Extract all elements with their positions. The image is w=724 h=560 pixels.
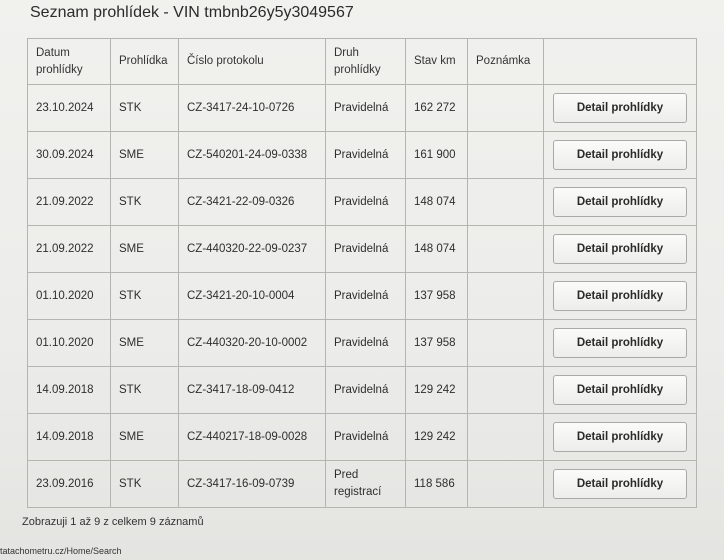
page-title: Seznam prohlídek - VIN tmbnb26y5y3049567 bbox=[30, 4, 354, 21]
detail-inspection-button[interactable]: Detail prohlídky bbox=[553, 93, 687, 123]
table-row bbox=[28, 414, 697, 461]
cell-druh: Pravidelná bbox=[326, 132, 406, 179]
cell-poznamka bbox=[468, 226, 544, 273]
table-header-row bbox=[28, 39, 697, 85]
cell-cislo: CZ-3417-18-09-0412 bbox=[179, 367, 326, 414]
column-header-prohlidka[interactable]: Prohlídka bbox=[111, 39, 179, 85]
cell-stav: 129 242 bbox=[406, 414, 468, 461]
cell-cislo: CZ-3421-20-10-0004 bbox=[179, 273, 326, 320]
table-row bbox=[28, 132, 697, 179]
cell-poznamka bbox=[468, 367, 544, 414]
cell-cislo: CZ-3417-24-10-0726 bbox=[179, 85, 326, 132]
column-header-action bbox=[544, 39, 697, 85]
column-header-stav[interactable]: Stav km bbox=[406, 39, 468, 85]
inspections-table bbox=[27, 38, 697, 508]
cell-datum: 21.09.2022 bbox=[28, 226, 111, 273]
cell-druh: Pravidelná bbox=[326, 85, 406, 132]
cell-datum: 01.10.2020 bbox=[28, 320, 111, 367]
table-row bbox=[28, 367, 697, 414]
detail-inspection-button[interactable]: Detail prohlídky bbox=[553, 187, 687, 217]
cell-stav: 148 074 bbox=[406, 226, 468, 273]
column-header-druh[interactable] bbox=[326, 39, 406, 85]
cell-prohlidka: SME bbox=[111, 226, 179, 273]
cell-action bbox=[544, 414, 697, 461]
cell-datum: 21.09.2022 bbox=[28, 179, 111, 226]
cell-datum: 23.09.2016 bbox=[28, 461, 111, 508]
cell-action bbox=[544, 367, 697, 414]
cell-cislo: CZ-540201-24-09-0338 bbox=[179, 132, 326, 179]
cell-prohlidka: STK bbox=[111, 367, 179, 414]
cell-datum: 23.10.2024 bbox=[28, 85, 111, 132]
cell-datum: 30.09.2024 bbox=[28, 132, 111, 179]
cell-druh: Pravidelná bbox=[326, 414, 406, 461]
cell-stav: 129 242 bbox=[406, 367, 468, 414]
cell-poznamka bbox=[468, 273, 544, 320]
detail-inspection-button[interactable]: Detail prohlídky bbox=[553, 140, 687, 170]
cell-poznamka bbox=[468, 461, 544, 508]
cell-datum: 14.09.2018 bbox=[28, 367, 111, 414]
cell-prohlidka: STK bbox=[111, 461, 179, 508]
cell-cislo: CZ-440320-20-10-0002 bbox=[179, 320, 326, 367]
table-body bbox=[28, 85, 697, 508]
cell-druh bbox=[326, 461, 406, 508]
page-url: tatachometru.cz/Home/Search bbox=[0, 546, 122, 556]
cell-stav: 161 900 bbox=[406, 132, 468, 179]
column-header-poznamka[interactable]: Poznámka bbox=[468, 39, 544, 85]
table-row bbox=[28, 179, 697, 226]
cell-stav: 118 586 bbox=[406, 461, 468, 508]
cell-stav: 137 958 bbox=[406, 320, 468, 367]
cell-poznamka bbox=[468, 320, 544, 367]
pagination-info: Zobrazuji 1 až 9 z celkem 9 záznamů bbox=[22, 516, 204, 528]
cell-prohlidka: SME bbox=[111, 132, 179, 179]
cell-action bbox=[544, 132, 697, 179]
detail-inspection-button[interactable]: Detail prohlídky bbox=[553, 234, 687, 264]
table-row bbox=[28, 85, 697, 132]
table-row bbox=[28, 320, 697, 367]
cell-prohlidka: STK bbox=[111, 273, 179, 320]
cell-cislo: CZ-3421-22-09-0326 bbox=[179, 179, 326, 226]
detail-inspection-button[interactable]: Detail prohlídky bbox=[553, 281, 687, 311]
cell-poznamka bbox=[468, 132, 544, 179]
cell-datum: 01.10.2020 bbox=[28, 273, 111, 320]
column-header-druh-line1: Druh bbox=[334, 46, 359, 59]
cell-druh: Pravidelná bbox=[326, 226, 406, 273]
table-row bbox=[28, 226, 697, 273]
column-header-cislo[interactable]: Číslo protokolu bbox=[179, 39, 326, 85]
cell-action bbox=[544, 461, 697, 508]
detail-inspection-button[interactable]: Detail prohlídky bbox=[553, 469, 687, 499]
cell-poznamka bbox=[468, 85, 544, 132]
cell-prohlidka: SME bbox=[111, 320, 179, 367]
cell-action bbox=[544, 226, 697, 273]
cell-druh: Pravidelná bbox=[326, 320, 406, 367]
cell-stav: 148 074 bbox=[406, 179, 468, 226]
column-header-druh-line2: prohlídky bbox=[334, 63, 381, 76]
cell-action bbox=[544, 85, 697, 132]
cell-druh-line2: registrací bbox=[334, 486, 382, 498]
cell-druh: Pravidelná bbox=[326, 367, 406, 414]
cell-action bbox=[544, 179, 697, 226]
cell-cislo: CZ-440320-22-09-0237 bbox=[179, 226, 326, 273]
cell-action bbox=[544, 273, 697, 320]
detail-inspection-button[interactable]: Detail prohlídky bbox=[553, 422, 687, 452]
table-row bbox=[28, 273, 697, 320]
cell-cislo: CZ-440217-18-09-0028 bbox=[179, 414, 326, 461]
cell-druh: Pravidelná bbox=[326, 179, 406, 226]
column-header-datum-line1: Datum bbox=[36, 46, 70, 59]
cell-cislo: CZ-3417-16-09-0739 bbox=[179, 461, 326, 508]
detail-inspection-button[interactable]: Detail prohlídky bbox=[553, 375, 687, 405]
cell-action bbox=[544, 320, 697, 367]
cell-poznamka bbox=[468, 414, 544, 461]
cell-stav: 162 272 bbox=[406, 85, 468, 132]
column-header-datum-line2: prohlídky bbox=[36, 63, 83, 76]
cell-druh-line1: Pred bbox=[334, 469, 359, 481]
column-header-datum[interactable] bbox=[28, 39, 111, 85]
detail-inspection-button[interactable]: Detail prohlídky bbox=[553, 328, 687, 358]
cell-prohlidka: SME bbox=[111, 414, 179, 461]
cell-prohlidka: STK bbox=[111, 85, 179, 132]
cell-datum: 14.09.2018 bbox=[28, 414, 111, 461]
cell-poznamka bbox=[468, 179, 544, 226]
table-row bbox=[28, 461, 697, 508]
cell-druh: Pravidelná bbox=[326, 273, 406, 320]
cell-stav: 137 958 bbox=[406, 273, 468, 320]
cell-prohlidka: STK bbox=[111, 179, 179, 226]
